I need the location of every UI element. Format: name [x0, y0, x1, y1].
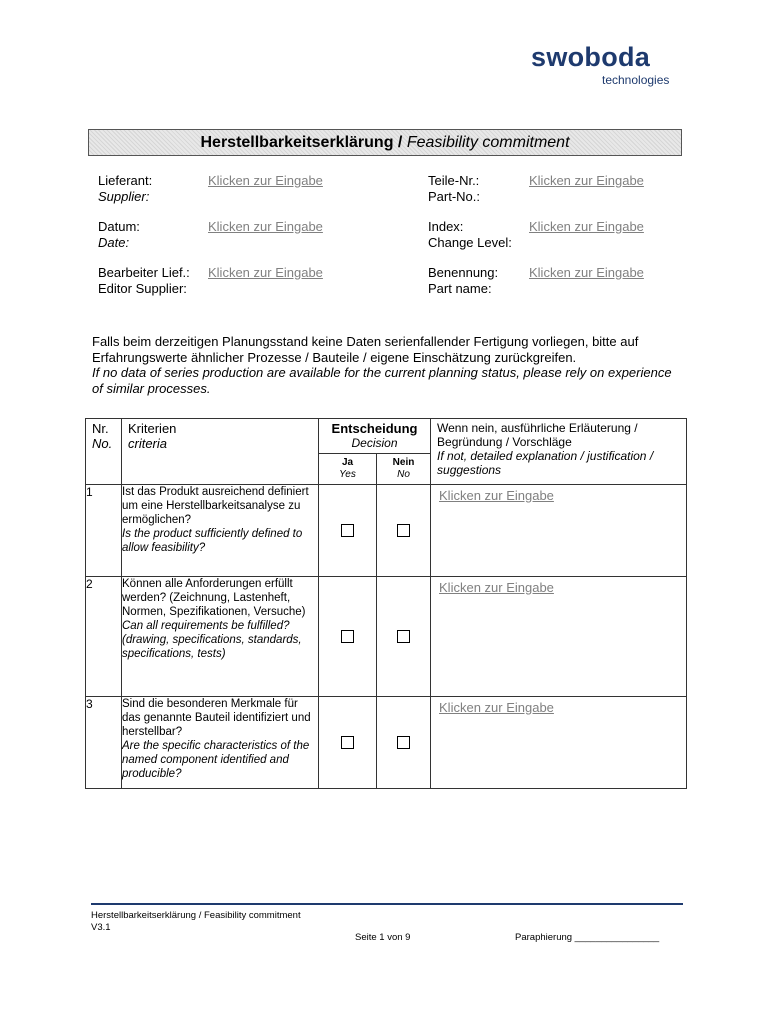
header-nein: Nein — [392, 457, 415, 468]
part-name-label-en: Part name: — [428, 281, 492, 296]
title-german: Herstellbarkeitserklärung / — [200, 134, 403, 151]
no-checkbox[interactable] — [397, 736, 410, 749]
explanation-cell — [431, 577, 687, 697]
header-decision — [319, 419, 431, 454]
header-nr: Nr. — [92, 421, 109, 436]
table-row — [86, 577, 687, 697]
date-label-de: Datum: — [98, 219, 140, 234]
part-no-label-de: Teile-Nr.: — [428, 173, 480, 188]
intro-german: Falls beim derzeitigen Planungsstand keine Daten serienfallender Fertigung vorliegen, bitte auf Erfahrungswerte ähnlicher Prozesse / Bauteile / eigene Einschätzung zurückgreifen. — [92, 334, 639, 365]
part-name-input[interactable]: Klicken zur Eingabe — [529, 265, 644, 280]
header-no-decision — [377, 454, 431, 485]
footer-doc-title: Herstellbarkeitserklärung / Feasibility commitment — [91, 910, 301, 921]
no-cell — [377, 697, 431, 789]
row-criteria — [122, 577, 319, 697]
date-label — [98, 219, 140, 251]
index-label-en: Change Level: — [428, 235, 512, 250]
yes-cell — [319, 577, 377, 697]
header-decision-en: Decision — [351, 436, 398, 450]
supplier-input[interactable]: Klicken zur Eingabe — [208, 173, 323, 188]
company-tagline: technologies — [602, 73, 670, 87]
table-header-row — [86, 419, 687, 454]
explanation-cell — [431, 485, 687, 577]
intro-english: If no data of series production are available for the current planning status, please rely on experience of similar processes. — [92, 365, 672, 396]
row-criteria-en: Are the specific characteristics of the named component identified and producible? — [122, 740, 310, 780]
editor-label — [98, 265, 190, 297]
row-criteria-de: Sind die besonderen Merkmale für das genannte Bauteil identifiziert und herstellbar? — [122, 698, 311, 738]
supplier-label — [98, 173, 152, 205]
editor-label-de: Bearbeiter Lief.: — [98, 265, 190, 280]
no-checkbox[interactable] — [397, 524, 410, 537]
row-criteria — [122, 697, 319, 789]
part-name-label — [428, 265, 498, 297]
table-row — [86, 485, 687, 577]
table-row — [86, 697, 687, 789]
footer-divider — [91, 903, 683, 905]
header-kriterien: Kriterien — [128, 421, 177, 436]
yes-cell — [319, 697, 377, 789]
explanation-cell — [431, 697, 687, 789]
row-number: 1 — [86, 485, 122, 577]
header-criteria — [122, 419, 319, 485]
header-explanation-de: Wenn nein, ausführliche Erläuterung / Begründung / Vorschläge — [437, 421, 638, 449]
footer-version: V3.1 — [91, 922, 111, 933]
part-no-input[interactable]: Klicken zur Eingabe — [529, 173, 644, 188]
header-explanation — [431, 419, 687, 485]
part-name-label-de: Benennung: — [428, 265, 499, 280]
date-label-en: Date: — [98, 235, 130, 250]
footer-initials: Paraphierung ________________ — [515, 932, 660, 943]
editor-input[interactable]: Klicken zur Eingabe — [208, 265, 323, 280]
row-number: 3 — [86, 697, 122, 789]
date-input[interactable]: Klicken zur Eingabe — [208, 219, 323, 234]
header-explanation-en: If not, detailed explanation / justification / suggestions — [437, 449, 654, 477]
header-entscheidung: Entscheidung — [331, 421, 418, 436]
row-number: 2 — [86, 577, 122, 697]
index-input[interactable]: Klicken zur Eingabe — [529, 219, 644, 234]
header-criteria-en: criteria — [128, 436, 168, 451]
explanation-input[interactable]: Klicken zur Eingabe — [439, 700, 554, 715]
no-cell — [377, 577, 431, 697]
explanation-input[interactable]: Klicken zur Eingabe — [439, 580, 554, 595]
no-cell — [377, 485, 431, 577]
row-criteria-de: Ist das Produkt ausreichend definiert um eine Herstellbarkeitsanalyse zu ermöglichen? — [122, 486, 309, 526]
yes-checkbox[interactable] — [341, 524, 354, 537]
yes-checkbox[interactable] — [341, 736, 354, 749]
document-title — [88, 129, 682, 156]
supplier-label-en: Supplier: — [98, 189, 150, 204]
title-english: Feasibility commitment — [406, 134, 570, 151]
row-criteria-en: Can all requirements be fulfilled? (drawing, specifications, standards, specifications, tests) — [122, 620, 302, 660]
row-criteria — [122, 485, 319, 577]
header-yes — [319, 454, 377, 485]
company-logo: swoboda — [531, 42, 651, 72]
yes-checkbox[interactable] — [341, 630, 354, 643]
explanation-input[interactable]: Klicken zur Eingabe — [439, 488, 554, 503]
header-yes-en: Yes — [339, 469, 356, 480]
part-no-label — [428, 173, 480, 205]
header-ja: Ja — [341, 457, 354, 468]
index-label — [428, 219, 512, 251]
header-no-en: No — [397, 469, 410, 480]
yes-cell — [319, 485, 377, 577]
row-criteria-en: Is the product sufficiently defined to allow feasibility? — [122, 528, 303, 554]
index-label-de: Index: — [428, 219, 464, 234]
footer-page-number: Seite 1 von 9 — [355, 932, 411, 943]
no-checkbox[interactable] — [397, 630, 410, 643]
editor-label-en: Editor Supplier: — [98, 281, 187, 296]
intro-paragraph — [92, 334, 682, 396]
part-no-label-en: Part-No.: — [428, 189, 481, 204]
header-no: No. — [92, 436, 113, 451]
supplier-label-de: Lieferant: — [98, 173, 153, 188]
header-number — [86, 419, 122, 485]
row-criteria-de: Können alle Anforderungen erfüllt werden? (Zeichnung, Lastenheft, Normen, Spezifikationen, Versuche) — [122, 578, 306, 618]
criteria-table — [85, 418, 687, 789]
